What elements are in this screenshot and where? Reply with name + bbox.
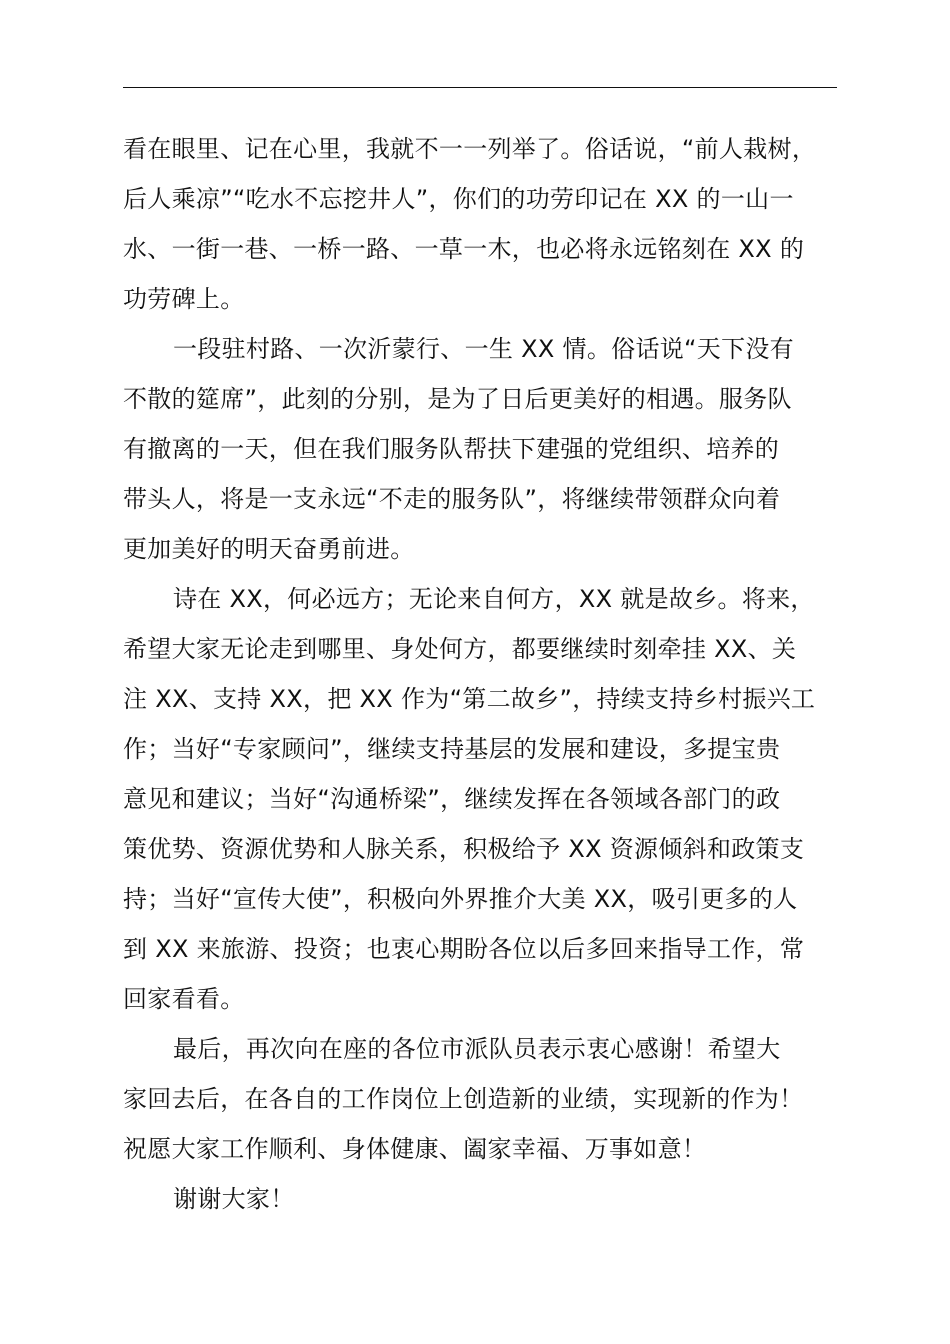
text-line: 有撤离的一天，但在我们服务队帮扶下建强的党组织、培养的 — [123, 435, 780, 463]
text-line: 更加美好的明天奋勇前进。 — [123, 535, 415, 563]
text-line: 作；当好“专家顾问”，继续支持基层的发展和建设，多提宝贵 — [123, 735, 781, 763]
text-line: 策优势、资源优势和人脉关系，积极给予 XX 资源倾斜和政策支 — [123, 835, 805, 863]
text-line: 希望大家无论走到哪里、身处何方，都要继续时刻牵挂 XX、关 — [123, 635, 797, 663]
text-line: 祝愿大家工作顺利、身体健康、阖家幸福、万事如意！ — [123, 1135, 707, 1163]
paragraph-first-line: 诗在 XX，何必远方；无论来自何方，XX 就是故乡。将来， — [173, 585, 815, 613]
text-line: 意见和建议；当好“沟通桥梁”，继续发挥在各领域各部门的政 — [123, 785, 781, 813]
text-line: 注 XX、支持 XX，把 XX 作为“第二故乡”，持续支持乡村振兴工 — [123, 685, 816, 713]
text-line: 后人乘凉”“吃水不忘挖井人”，你们的功劳印记在 XX 的一山一 — [123, 185, 794, 213]
text-line: 不散的筵席”，此刻的分别，是为了日后更美好的相遇。服务队 — [123, 385, 792, 413]
text-line: 到 XX 来旅游、投资；也衷心期盼各位以后多回来指导工作，常 — [123, 935, 805, 963]
text-line: 看在眼里、记在心里，我就不一一列举了。俗话说，“前人栽树， — [123, 135, 817, 163]
paragraph-first-line: 一段驻村路、一次沂蒙行、一生 XX 情。俗话说“天下没有 — [173, 335, 794, 363]
closing-line: 谢谢大家！ — [173, 1185, 295, 1213]
text-line: 持；当好“宣传大使”，积极向外界推介大美 XX，吸引更多的人 — [123, 885, 798, 913]
text-line: 回家看看。 — [123, 985, 245, 1013]
header-rule — [123, 87, 837, 88]
text-line: 水、一街一巷、一桥一路、一草一木，也必将永远铭刻在 XX 的 — [123, 235, 805, 263]
paragraph-first-line: 最后，再次向在座的各位市派队员表示衷心感谢！希望大 — [173, 1035, 781, 1063]
text-line: 家回去后，在各自的工作岗位上创造新的业绩，实现新的作为！ — [123, 1085, 804, 1113]
text-line: 带头人，将是一支永远“不走的服务队”，将继续带领群众向着 — [123, 485, 781, 513]
text-line: 功劳碑上。 — [123, 285, 245, 313]
body-text — [123, 124, 863, 1224]
